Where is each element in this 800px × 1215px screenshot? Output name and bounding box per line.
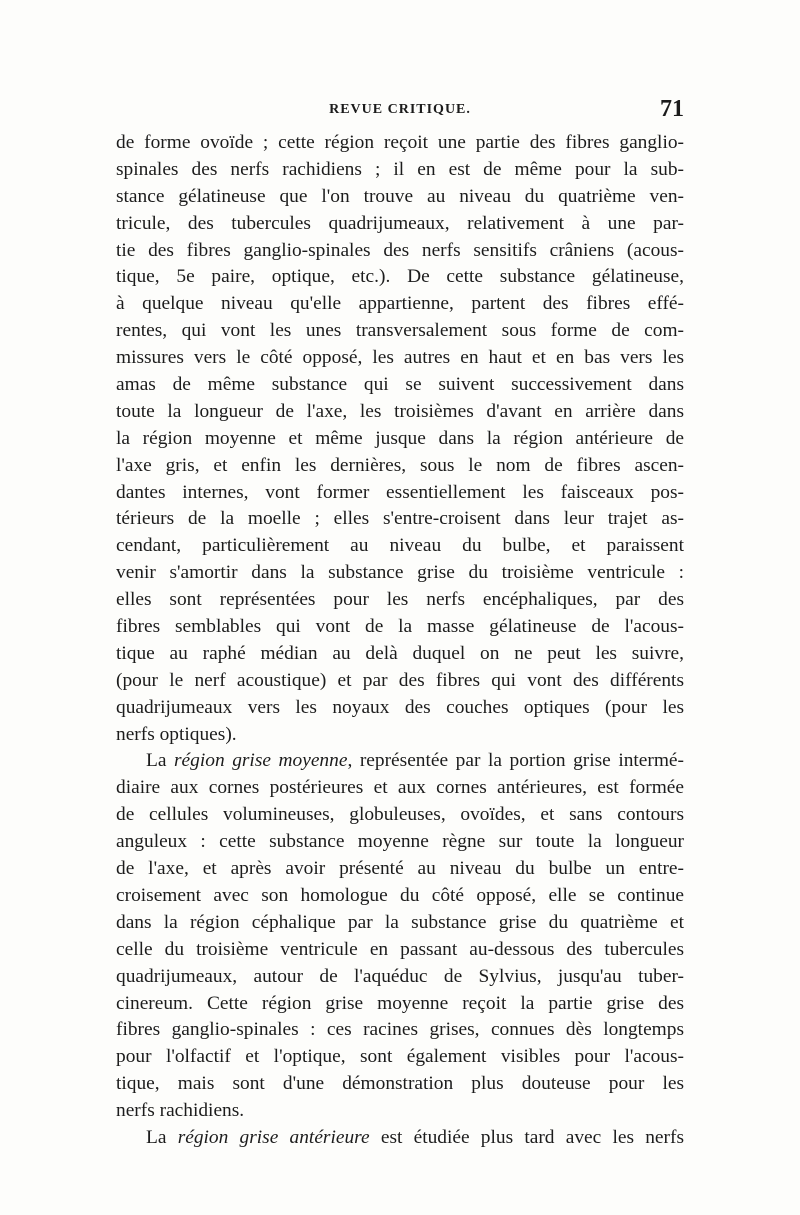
paragraph-end-line: nerfs rachidiens. (116, 1100, 245, 1122)
text-line: cinereum. Cette région grise moyenne reçoit la partie grise des (116, 992, 684, 1014)
text-line: pour l'olfactif et l'optique, sont également visibles pour l'acous- (116, 1046, 684, 1068)
text-line: à quelque niveau qu'elle appartienne, partent des fibres effé- (116, 293, 684, 315)
text-line: venir s'amortir dans la substance grise du troisième ventricule : (116, 562, 684, 584)
text-line: térieurs de la moelle ; elles s'entre-croisent dans leur trajet as- (116, 508, 684, 530)
text-line: tie des fibres ganglio-spinales des nerfs sensitifs crâniens (acous- (116, 239, 684, 261)
text-line: de forme ovoïde ; cette région reçoit une partie des fibres ganglio- (116, 132, 684, 153)
text-line: de cellules volumineuses, globuleuses, ovoïdes, et sans contours (116, 804, 684, 826)
text-line: diaire aux cornes postérieures et aux cornes antérieures, est formée (116, 777, 684, 799)
text-line: rentes, qui vont les unes transversalement sous forme de com- (116, 320, 684, 342)
text-line: stance gélatineuse que l'on trouve au niveau du quatrième ven- (116, 185, 684, 207)
text-line: de l'axe, et après avoir présenté au niveau du bulbe un entre- (116, 858, 684, 880)
paragraph-start-line (116, 748, 684, 775)
text-line: tique, mais sont d'une démonstration plus douteuse pour les (116, 1073, 684, 1095)
text-line: (pour le nerf acoustique) et par des fibres qui vont des différents (116, 669, 684, 691)
page-header (116, 96, 684, 124)
text-line: amas de même substance qui se suivent successivement dans (116, 374, 684, 396)
text-line: dantes internes, vont former essentiellement les faisceaux pos- (116, 481, 684, 503)
text-line: la région moyenne et même jusque dans la région antérieure de (116, 427, 684, 449)
text-line: tique, 5e paire, optique, etc.). De cette substance gélatineuse, (116, 266, 684, 288)
text-line: spinales des nerfs rachidiens ; il en est de même pour la sub- (116, 158, 684, 180)
text-line: dans la région céphalique par la substance grise du quatrième et (116, 911, 684, 933)
paragraph-rest: , représentée par la portion grise intermé- (347, 750, 684, 772)
text-line: celle du troisième ventricule en passant au-dessous des tubercules (116, 938, 684, 960)
text-line: fibres ganglio-spinales : ces racines grises, connues dès longtemps (116, 1019, 684, 1041)
italic-term: région grise moyenne (174, 750, 348, 772)
text-line: toute la longueur de l'axe, les troisièmes d'avant en arrière dans (116, 400, 684, 422)
text-line: tricule, des tubercules quadrijumeaux, relativement à une par- (116, 212, 684, 234)
body-text (116, 130, 684, 1152)
text-line: cendant, particulièrement au niveau du bulbe, et paraissent (116, 535, 684, 557)
text-line: quadrijumeaux, autour de l'aquéduc de Sylvius, jusqu'au tuber- (116, 965, 684, 987)
italic-term: région grise antérieure (177, 1126, 370, 1148)
text-line: quadrijumeaux vers les noyaux des couches optiques (pour les (116, 696, 684, 718)
text-line: elles sont représentées pour les nerfs encéphaliques, par des (116, 589, 684, 611)
paragraph-lead: La (146, 1126, 178, 1148)
paragraph-start-line (116, 1125, 684, 1152)
running-title: REVUE CRITIQUE. (329, 102, 471, 117)
text-line: anguleux : cette substance moyenne règne sur toute la longueur (116, 831, 684, 853)
text-line: croisement avec son homologue du côté opposé, elle se continue (116, 884, 684, 906)
text-line: missures vers le côté opposé, les autres en haut et en bas vers les (116, 347, 684, 369)
paragraph-rest: est étudiée plus tard avec les nerfs (369, 1126, 684, 1148)
paragraph-lead: La (146, 750, 175, 772)
text-line: l'axe gris, et enfin les dernières, sous le nom de fibres ascen- (116, 454, 684, 476)
paragraph-end-line: nerfs optiques). (116, 723, 237, 745)
text-line: tique au raphé médian au delà duquel on ne peut les suivre, (116, 642, 684, 664)
text-line: fibres semblables qui vont de la masse gélatineuse de l'acous- (116, 616, 684, 638)
page-number: 71 (660, 96, 684, 122)
